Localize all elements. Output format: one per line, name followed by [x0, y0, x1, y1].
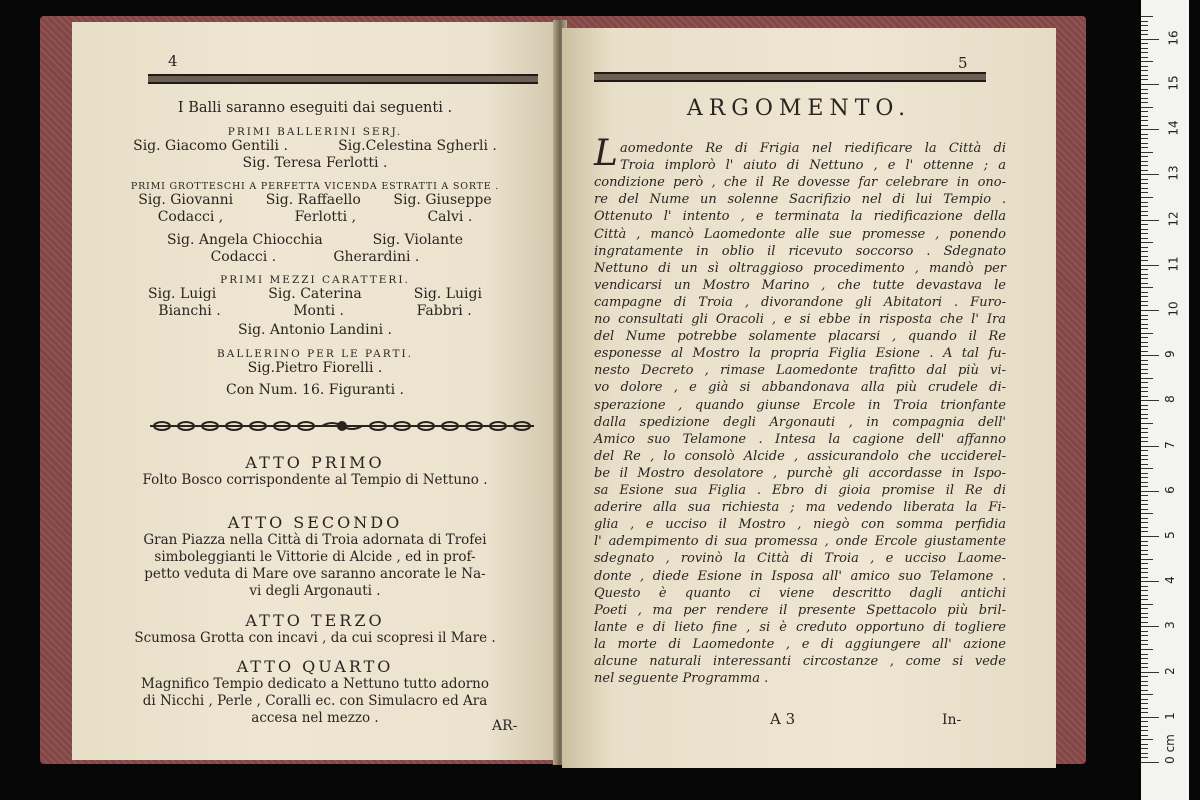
ruler-tick — [1141, 409, 1148, 410]
ruler-label: 13 — [1166, 165, 1181, 182]
ruler-tick — [1141, 527, 1148, 528]
ruler-tick — [1141, 107, 1153, 108]
ruler-tick — [1141, 256, 1148, 257]
body-text-line: Ottenuto l' intento , e terminata la riedificazione della — [594, 209, 1006, 225]
ruler-tick — [1141, 572, 1148, 573]
ruler-tick — [1141, 699, 1148, 700]
cast-name: Sig. Luigi — [413, 286, 482, 302]
ruler-label: 14 — [1166, 120, 1181, 136]
ruler-tick — [1141, 608, 1148, 609]
ruler-tick — [1141, 351, 1148, 352]
ruler-tick — [1141, 382, 1148, 383]
cast-row — [72, 192, 558, 209]
cast-row — [72, 232, 558, 249]
ruler-tick — [1141, 30, 1148, 31]
ruler-tick — [1141, 396, 1148, 397]
ruler-tick — [1141, 635, 1148, 636]
section-heading: PRIMI MEZZI CARATTERI. — [220, 274, 410, 286]
ruler-tick — [1141, 690, 1148, 691]
ruler-tick — [1141, 595, 1148, 596]
ruler-tick — [1141, 324, 1148, 325]
ruler-tick — [1141, 726, 1148, 727]
ruler-tick — [1141, 757, 1148, 758]
cast-name: Sig. Teresa Ferlotti . — [242, 155, 388, 171]
cast-row — [72, 138, 558, 155]
right-page — [562, 28, 1056, 768]
ruler-tick — [1141, 364, 1148, 365]
ruler-tick — [1141, 491, 1159, 492]
ruler-tick — [1141, 98, 1148, 99]
cast-name: Fabbri . — [416, 303, 472, 319]
ruler-tick — [1141, 84, 1159, 85]
ruler-label: 10 — [1166, 301, 1181, 317]
ruler-label: 9 — [1162, 350, 1177, 359]
ruler-tick — [1141, 319, 1148, 320]
ruler-tick — [1141, 513, 1153, 514]
cast-name: Sig. Luigi — [148, 286, 217, 302]
ruler-tick — [1141, 482, 1148, 483]
ruler-tick — [1141, 694, 1153, 695]
body-text-line: vo dolore , e già si abbandonava alla più crudele di- — [594, 380, 1006, 396]
body-text-line: Città , mancò Laomedonte alle sue promesse , ponendo — [594, 226, 1006, 242]
header-rule — [594, 72, 986, 82]
intro-line: I Balli saranno eseguiti dai seguenti . — [177, 100, 453, 116]
ruler-tick — [1141, 116, 1148, 117]
ruler-tick — [1141, 355, 1159, 356]
act-description-line: petto veduta di Mare ove saranno ancorate le Na- — [144, 566, 486, 582]
ruler-tick — [1141, 111, 1148, 112]
ruler-tick — [1141, 224, 1148, 225]
ruler-tick — [1141, 174, 1159, 175]
ruler-tick — [1141, 229, 1148, 230]
ruler-tick — [1141, 233, 1148, 234]
ruler-tick — [1141, 581, 1159, 582]
ruler-tick — [1141, 301, 1148, 302]
ruler-tick — [1141, 305, 1148, 306]
body-text-line: l' adempimento di sua promessa , onde Ercole giustamente — [594, 534, 1006, 550]
ruler-tick — [1141, 735, 1148, 736]
ruler-tick — [1141, 554, 1148, 555]
ruler-tick — [1141, 400, 1159, 401]
act-description-line: Magnifico Tempio dedicato a Nettuno tutto adorno — [141, 676, 489, 692]
ruler-tick — [1141, 188, 1148, 189]
ruler-tick — [1141, 93, 1148, 94]
drop-cap: L — [594, 133, 618, 174]
ruler-tick — [1141, 681, 1148, 682]
body-text-line: glia , e ucciso il Mostro , niegò con somma perfidia — [594, 517, 1006, 533]
ruler-tick — [1141, 260, 1148, 261]
act-description-line: di Nicchi , Perle , Coralli ec. con Simulacro ed Ara — [142, 693, 488, 709]
cast-name: Sig. Angela Chiocchia — [166, 232, 323, 248]
body-text-line: condizione però , che il Re dovesse far celebrare in ono- — [594, 175, 1006, 191]
cast-name: Sig. Giuseppe — [393, 192, 492, 208]
body-text-line: alcune naturali interessanti circostanze , come si vede — [594, 654, 1006, 669]
ruler-tick — [1141, 129, 1159, 130]
ruler-tick — [1141, 102, 1148, 103]
ruler-tick — [1141, 658, 1148, 659]
ruler-tick — [1141, 333, 1153, 334]
ruler-tick — [1141, 21, 1148, 22]
ruler-tick — [1141, 206, 1148, 207]
cast-name: Bianchi . — [158, 303, 221, 319]
ruler-tick — [1141, 161, 1148, 162]
ruler-label: 5 — [1162, 531, 1177, 539]
body-text-line: esponesse al Mostro la propria Figlia Esione . A tal fu- — [594, 346, 1006, 362]
ruler-tick — [1141, 378, 1153, 379]
ruler-tick — [1141, 287, 1153, 288]
ruler-tick — [1141, 61, 1153, 62]
ruler-tick — [1141, 559, 1153, 560]
ruler-tick — [1141, 450, 1148, 451]
ruler-tick — [1141, 495, 1148, 496]
ruler-tick — [1141, 283, 1148, 284]
body-text-line: donte , diede Esione in Isposa all' amico suo Telamone . — [594, 568, 1006, 584]
act-description-line: Gran Piazza nella Città di Troia adornata di Trofei — [143, 532, 487, 548]
body-text-line: Poeti , ma per rendere il presente Spettacolo più bril- — [594, 602, 1006, 618]
act-description-line: Scumosa Grotta con incavi , da cui scopresi il Mare . — [134, 630, 496, 646]
body-text-line: Questo è quanto ci viene descritto dagli antichi — [594, 585, 1006, 601]
body-text-line: no consultati gli Oracoli , e si ebbe in risposta che l' Ira — [594, 312, 1006, 327]
body-text-line: campagne di Troia , divorandone gli Abitatori . Furo- — [594, 294, 1006, 310]
ruler-label: 7 — [1162, 440, 1177, 449]
ruler-tick — [1141, 66, 1148, 67]
ruler-tick — [1141, 753, 1148, 754]
ruler-tick — [1141, 215, 1148, 216]
ruler-tick — [1141, 685, 1148, 686]
ruler-tick — [1141, 730, 1148, 731]
ruler-tick — [1141, 622, 1148, 623]
ruler-tick — [1141, 211, 1148, 212]
ruler-tick — [1141, 183, 1148, 184]
ruler-tick — [1141, 391, 1148, 392]
cast-name: Sig. Antonio Landini . — [238, 322, 392, 338]
ruler-tick — [1141, 152, 1153, 153]
ruler-tick — [1141, 143, 1148, 144]
ruler-label: 16 — [1166, 30, 1181, 46]
ruler-tick — [1141, 220, 1159, 221]
ruler-tick — [1141, 550, 1148, 551]
ruler-tick — [1141, 613, 1148, 614]
ruler-tick — [1141, 712, 1148, 713]
ruler-tick — [1141, 590, 1148, 591]
cast-name: Sig.Pietro Fiorelli . — [247, 360, 383, 376]
ruler-label: 11 — [1166, 256, 1181, 272]
ruler-tick — [1141, 536, 1159, 537]
ruler-tick — [1141, 43, 1148, 44]
ruler-tick — [1141, 459, 1148, 460]
ruler-tick — [1141, 604, 1153, 605]
cast-name: Codacci , — [157, 209, 224, 225]
ruler-tick — [1141, 315, 1148, 316]
ruler-tick — [1141, 473, 1148, 474]
act-description-line: accesa nel mezzo . — [251, 710, 379, 726]
ruler-tick — [1141, 541, 1148, 542]
cast-name: Calvi . — [427, 209, 473, 225]
ruler-label: 12 — [1166, 210, 1181, 227]
cast-name: Sig. Violante — [372, 232, 464, 248]
ruler-tick — [1141, 337, 1148, 338]
ruler-tick — [1141, 79, 1148, 80]
ruler-tick — [1141, 52, 1148, 53]
cast-row — [72, 303, 558, 320]
ruler-tick — [1141, 134, 1148, 135]
ruler-tick — [1141, 477, 1148, 478]
ruler-tick — [1141, 120, 1148, 121]
ruler-tick — [1141, 640, 1148, 641]
ruler-tick — [1141, 667, 1148, 668]
ruler-tick — [1141, 251, 1148, 252]
body-text-line: del Nume potrebbe solamente placarsi , quando il Re — [594, 329, 1006, 345]
body-text-line: lante e di lieto fine , si è creduto opportuno di togliere — [594, 619, 1006, 635]
ruler-tick — [1141, 242, 1153, 243]
ruler-label: 2 — [1162, 666, 1177, 675]
cast-name: Sig.Celestina Sgherli . — [338, 138, 497, 154]
catchword: In- — [942, 712, 962, 728]
ruler-tick — [1141, 39, 1159, 40]
ruler-tick — [1141, 346, 1148, 347]
ruler-tick — [1141, 468, 1153, 469]
ruler-tick — [1141, 328, 1148, 329]
ruler-label: 6 — [1162, 485, 1177, 494]
ruler-tick — [1141, 672, 1159, 673]
ruler-tick — [1141, 156, 1148, 157]
section-heading: PRIMI GROTTESCHI A PERFETTA VICENDA ESTRATTI A SORTE . — [130, 181, 500, 192]
ruler-tick — [1141, 644, 1148, 645]
ruler-tick — [1141, 147, 1148, 148]
section-heading: PRIMI BALLERINI SERJ. — [227, 126, 403, 138]
ruler-tick — [1141, 721, 1148, 722]
ruler-tick — [1141, 617, 1148, 618]
ruler-tick — [1141, 446, 1159, 447]
cast-name: Sig. Giacomo Gentili . — [133, 138, 288, 154]
ruler-tick — [1141, 599, 1148, 600]
ruler-tick — [1141, 423, 1153, 424]
ruler-tick — [1141, 387, 1148, 388]
ruler-tick — [1141, 57, 1148, 58]
ruler-tick — [1141, 292, 1148, 293]
cast-row — [72, 209, 558, 226]
body-text-line: nesto Decreto , rimase Laomedonte trafitto dal più vi- — [594, 363, 1006, 379]
ruler-tick — [1141, 663, 1148, 664]
act-heading: ATTO QUARTO — [236, 657, 394, 676]
measurement-ruler — [1141, 0, 1189, 800]
cast-name: Codacci . — [210, 249, 277, 265]
ruler-tick — [1141, 125, 1148, 126]
page-title: ARGOMENTO. — [686, 96, 912, 121]
ruler-tick — [1141, 274, 1148, 275]
ruler-tick — [1141, 89, 1148, 90]
body-text-line: vendicarsi un Mostro Marino , che tutte devastava le — [594, 277, 1006, 293]
ruler-tick — [1141, 48, 1148, 49]
ruler-tick — [1141, 170, 1148, 171]
ruler-tick — [1141, 138, 1148, 139]
ruler-tick — [1141, 504, 1148, 505]
ruler-tick — [1141, 310, 1159, 311]
body-text-line: Amico suo Telamone . Intesa la cagione dell' affanno — [594, 431, 1006, 447]
cast-row — [72, 286, 558, 303]
body-text-line: Nettuno di un sì oltraggioso procedimento , mandò per — [594, 260, 1006, 276]
ruler-tick — [1141, 676, 1148, 677]
ruler-tick — [1141, 238, 1148, 239]
page-number: 5 — [958, 54, 968, 72]
ruler-tick — [1141, 455, 1148, 456]
ruler-tick — [1141, 631, 1148, 632]
ruler-tick — [1141, 70, 1148, 71]
ruler-tick — [1141, 708, 1148, 709]
body-text-line: sperazione , quando giunse Ercole in Troia trionfante — [594, 397, 1006, 413]
act-description-line: vi degli Argonauti . — [249, 583, 381, 599]
ruler-tick — [1141, 34, 1148, 35]
ruler-tick — [1141, 192, 1148, 193]
ruler-tick — [1141, 739, 1153, 740]
act-heading: ATTO TERZO — [245, 611, 385, 630]
ruler-tick — [1141, 586, 1148, 587]
ruler-unit-label: 0 cm — [1162, 734, 1177, 764]
section-heading: BALLERINO PER LE PARTI. — [217, 348, 413, 360]
ruler-tick — [1141, 464, 1148, 465]
ruler-label: 1 — [1162, 711, 1177, 720]
ruler-tick — [1141, 369, 1148, 370]
cast-name: Sig. Caterina — [268, 286, 362, 302]
ruler-tick — [1141, 414, 1148, 415]
ruler-tick — [1141, 405, 1148, 406]
ruler-tick — [1141, 717, 1159, 718]
ruler-tick — [1141, 165, 1148, 166]
ruler-tick — [1141, 432, 1148, 433]
body-text-line: ingratamente in oblio il ricevuto soccorso . Sdegnato — [594, 243, 1006, 259]
ruler-tick — [1141, 748, 1148, 749]
ruler-tick — [1141, 265, 1159, 266]
ruler-tick — [1141, 202, 1148, 203]
ruler-label: 4 — [1162, 576, 1177, 585]
ruler-tick — [1141, 360, 1148, 361]
body-text-line: sa Esione sua Figlia . Ebro di gioia promise il Re di — [594, 483, 1006, 498]
ruler-tick — [1141, 247, 1148, 248]
ruler-tick — [1141, 269, 1148, 270]
ruler-tick — [1141, 179, 1148, 180]
ruler-tick — [1141, 762, 1159, 763]
body-text-line: dalla spedizione degli Argonauti , in compagnia dell' — [594, 414, 1006, 430]
ruler-tick — [1141, 75, 1148, 76]
signature-mark: A 3 — [770, 710, 796, 728]
act-heading: ATTO PRIMO — [245, 453, 385, 472]
ruler-tick — [1141, 545, 1148, 546]
ruler-tick — [1141, 500, 1148, 501]
ruler-tick — [1141, 522, 1148, 523]
body-text-line: nel seguente Programma . — [594, 671, 769, 687]
body-text-line: la morte di Laomedonte , e di aggiungere all' azione — [594, 636, 1006, 652]
header-rule — [148, 74, 538, 84]
ruler-tick — [1141, 278, 1148, 279]
ruler-tick — [1141, 744, 1148, 745]
left-page — [72, 22, 558, 760]
ruler-tick — [1141, 518, 1148, 519]
ruler-tick — [1141, 373, 1148, 374]
ruler-tick — [1141, 509, 1148, 510]
chain-ornament — [150, 420, 534, 432]
cast-name: Gherardini . — [333, 249, 420, 265]
ruler-tick — [1141, 568, 1148, 569]
ruler-tick — [1141, 531, 1148, 532]
ruler-label: 3 — [1162, 621, 1177, 630]
ruler-tick — [1141, 703, 1148, 704]
ruler-tick — [1141, 649, 1153, 650]
body-text-line: be il Mostro desolatore , purchè gli accordasse in Ispo- — [594, 465, 1006, 481]
act-description-line: simboleggianti le Vittorie di Alcide , ed in prof- — [154, 549, 476, 565]
ruler-tick — [1141, 654, 1148, 655]
body-text-line: aderire alla sua richiesta ; ma vedendo liberata la Fi- — [594, 500, 1006, 516]
cast-name: Sig. Giovanni — [138, 192, 234, 208]
ruler-tick — [1141, 563, 1148, 564]
ruler-tick — [1141, 25, 1148, 26]
cast-name: Sig. Raffaello — [265, 192, 361, 208]
ruler-tick — [1141, 486, 1148, 487]
ruler-tick — [1141, 577, 1148, 578]
ruler-tick — [1141, 296, 1148, 297]
body-text-line: del Re , lo consolò Alcide , assicurandolo che ucciderel- — [594, 448, 1006, 464]
body-text-line: re del Nume un solenne Sacrifizio nel di lui Tempio . — [594, 192, 1006, 208]
act-description-line: Folto Bosco corrispondente al Tempio di Nettuno . — [142, 472, 488, 488]
catchword: AR- — [492, 718, 518, 734]
figuranti-line: Con Num. 16. Figuranti . — [226, 382, 404, 398]
ruler-tick — [1141, 418, 1148, 419]
ruler-label: 8 — [1162, 395, 1177, 404]
body-text-line: aomedonte Re di Frigia nel riedificare la Città di — [620, 141, 1006, 156]
body-text-line: sdegnato , rovinò la Città di Troia , e ucciso Laome- — [594, 551, 1006, 567]
cast-row — [72, 249, 558, 266]
ruler-tick — [1141, 626, 1159, 627]
ruler-tick — [1141, 437, 1148, 438]
ruler-tick — [1141, 197, 1153, 198]
page-number: 4 — [168, 52, 178, 70]
ruler-tick — [1141, 428, 1148, 429]
cast-name: Monti . — [293, 303, 345, 319]
ruler-tick — [1141, 342, 1148, 343]
ruler-tick — [1141, 16, 1153, 17]
act-heading: ATTO SECONDO — [227, 513, 403, 532]
cast-name: Ferlotti , — [294, 209, 357, 225]
body-text-line: Troia implorò l' aiuto di Nettuno , e l' ottenne ; a — [620, 158, 1006, 174]
ruler-label: 15 — [1166, 75, 1181, 91]
ruler-tick — [1141, 441, 1148, 442]
